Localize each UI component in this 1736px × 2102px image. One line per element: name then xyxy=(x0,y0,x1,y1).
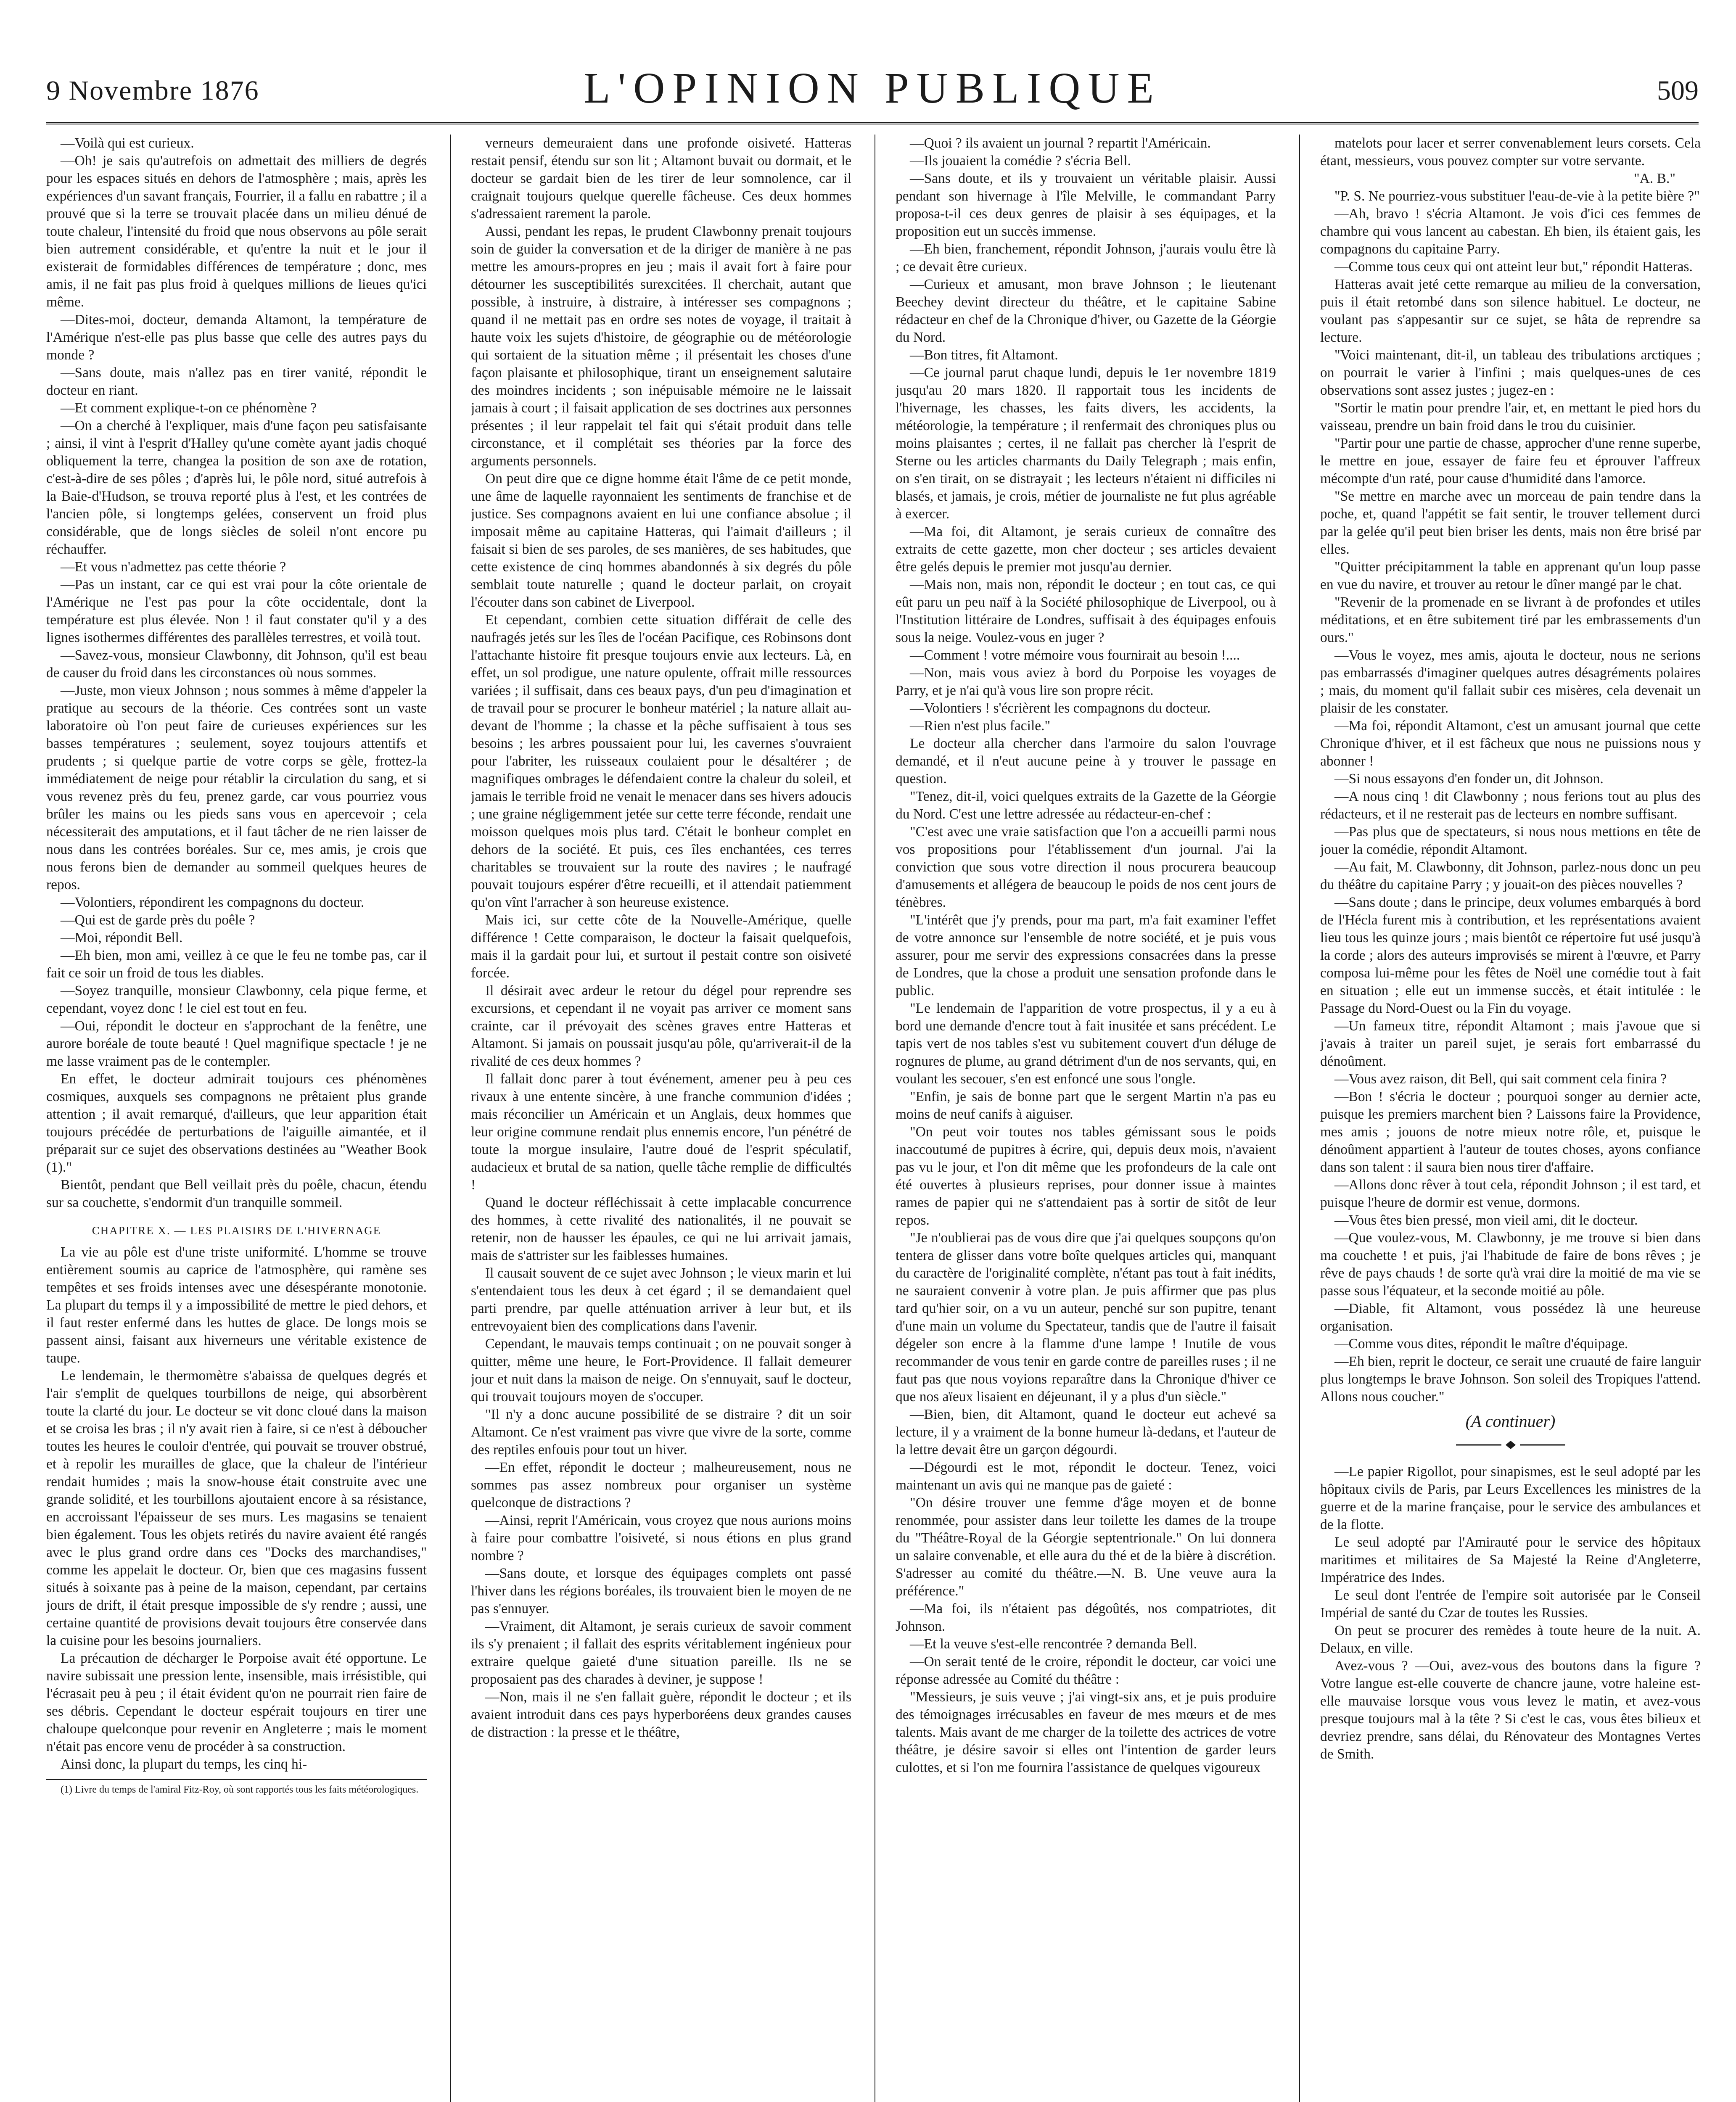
paragraph: —Pas plus que de spectateurs, si nous nous mettions en tête de jouer la comédie, répondit Altamont. xyxy=(1320,824,1701,857)
paragraph: Et cependant, combien cette situation différait de celle des naufragés jetés sur les îles de l'océan Pacifique, ces Robinsons dont l'attachante histoire fit presque toujours envie aux lecteurs. Là, en effet, un sol prodigue, une nature opulente, offrait mille ressources variées ; il suffisait, dans ces beaux pays, d'un peu d'imagination et de travail pour se procurer le bonheur matériel ; la nature allait au-devant de l'homme ; la chasse et la pêche suffisaient à tous ses besoins ; les arbres poussaient pour lui, les cavernes s'ouvraient pour l'abriter, les ruisseaux coulaient pour le désaltérer ; de magnifiques ombrages le défendaient contre la chaleur du soleil, et jamais le terrible froid ne venait le menacer dans ses hivers adoucis ; une graine négligemment jetée sur cette terre féconde, rendait une moisson quelques mois plus tard. C'était le bonheur complet en dehors de la société. Et puis, ces îles enchantées, ces terres charitables se trouvaient sur la route des navires ; le naufragé pouvait toujours espérer d'être recueilli, et il attendait patiemment qu'on vînt l'arracher à son heureuse existence. xyxy=(471,612,851,910)
issue-date: 9 Novembre 1876 xyxy=(46,75,259,106)
paragraph: —Au fait, M. Clawbonny, dit Johnson, parlez-nous donc un peu du théâtre du capitaine Parry ; y jouait-on des pièces nouvelles ? xyxy=(1320,859,1701,893)
paragraph: —Soyez tranquille, monsieur Clawbonny, cela pique ferme, et cependant, voyez donc ! le ciel est tout en feu. xyxy=(46,983,427,1016)
paragraph: —En effet, répondit le docteur ; malheureusement, nous ne sommes pas assez nombreux pour organiser un système quelconque de distractions ? xyxy=(471,1460,851,1510)
advertisement: On peut se procurer des remèdes à toute heure de la nuit. A. Delaux, en ville. xyxy=(1320,1623,1701,1656)
paragraph: "On peut voir toutes nos tables gémissant sous le poids inaccoutumé de pupitres à écrire, qui, depuis deux mois, n'avaient pas vu le jour, et l'on dit même que les profondeurs de la cale ont été ouvertes à plusieurs reprises, pour donner issue à maintes rames de papier qui ne s'attendaient pas à sortir de sitôt de leur repos. xyxy=(896,1124,1276,1228)
paragraph: —Comme vous dites, répondit le maître d'équipage. xyxy=(1334,1336,1628,1352)
paragraph: —Ce journal parut chaque lundi, depuis le 1er novembre 1819 jusqu'au 20 mars 1820. Il rapportait tous les incidents de l'hivernage, les chasses, les faits divers, les accidents, la météorologie, la température ; il renfermait des chroniques plus ou moins plaisantes ; certes, il ne fallait pas chercher là l'esprit de Sterne ou les articles charmants du Daily Telegraph ; mais enfin, on s'en tirait, on se distrayait ; les lecteurs n'étaient ni difficiles ni blasés, et jamais, je crois, métier de journaliste ne fut plus agréable à exercer. xyxy=(896,365,1276,522)
paragraph: —Diable, fit Altamont, vous possédez là une heureuse organisation. xyxy=(1320,1301,1701,1334)
column-3 xyxy=(896,135,1276,2102)
paragraph: —Voilà qui est curieux. xyxy=(61,135,194,151)
paragraph: —Non, mais vous aviez à bord du Porpoise les voyages de Parry, et je n'ai qu'à vous lire son propre récit. xyxy=(896,665,1276,698)
paragraph: matelots pour lacer et serrer convenablement leurs corsets. Cela étant, messieurs, vous pouvez compter sur votre servante. xyxy=(1320,135,1701,169)
paragraph: —Non, mais il ne s'en fallait guère, répondit le docteur ; et ils avaient introduit dans ces pays hyperboréens deux grandes causes de distraction : la presse et le théâtre, xyxy=(471,1689,851,1740)
ornament-icon xyxy=(1456,1440,1565,1450)
paragraph: —Oui, répondit le docteur en s'approchant de la fenêtre, une aurore boréale de toute beauté ! Quel magnifique spectacle ! je ne me lasse vraiment pas de le contempler. xyxy=(46,1018,427,1069)
paragraph: "Messieurs, je suis veuve ; j'ai vingt-six ans, et je puis produire des témoignages irrécusables en faveur de mes mœurs et de mes talents. Mais avant de me charger de la toilette des actrices de votre théâtre, je désire savoir si elles ont l'intention de garder leurs culottes, et si l'on me fournira l'assistance de quelques vigoureux xyxy=(896,1689,1276,1775)
paragraph: Cependant, le mauvais temps continuait ; on ne pouvait songer à quitter, même une heure, le Fort-Providence. Il fallait demeurer jour et nuit dans la maison de neige. On s'ennuyait, sauf le docteur, qui trouvait toujours moyen de s'occuper. xyxy=(471,1336,851,1405)
paragraph: Il désirait avec ardeur le retour du dégel pour reprendre ses excursions, et cependant il ne voyait pas arriver ce moment sans crainte, car il prévoyait des scènes graves entre Hatteras et Altamont. Si jamais on poussait jusqu'au pôle, qu'arriverait-il de la rivalité de ces deux hommes ? xyxy=(471,983,851,1069)
paragraph: "L'intérêt que j'y prends, pour ma part, m'a fait examiner l'effet de votre annonce sur l'ensemble de notre société, et je puis vous assurer, pour me servir des expressions consacrées dans la presse de Londres, que la chose a produit une sensation profonde dans le public. xyxy=(896,912,1276,998)
paragraph: —Oh! je sais qu'autrefois on admettait des milliers de degrés pour les espaces situés en dehors de l'atmosphère ; mais, après les expériences d'un savant français, Fourrier, il a fallu en rabattre ; il a prouvé que si la terre se trouvait placée dans un milieu dénué de toute chaleur, l'intensité du froid que nous observons au pôle serait bien autrement considérable, et qu'entre la nuit et le jour il existerait de formidables différences de température ; donc, mes amis, il ne fait pas plus froid à quelques millions de lieues qu'ici même. xyxy=(46,153,427,310)
paragraph: "Sortir le matin pour prendre l'air, et, en mettant le pied hors du vaisseau, prendre un bain froid dans le trou du cuisinier. xyxy=(1320,400,1701,433)
paragraph: —On serait tenté de le croire, répondit le docteur, car voici une réponse adressée au Comité du théâtre : xyxy=(896,1654,1276,1687)
column-2 xyxy=(471,135,851,2102)
page-header xyxy=(46,63,1699,114)
column-divider xyxy=(450,135,451,2102)
paragraph: —Vous avez raison, dit Bell, qui sait comment cela finira ? xyxy=(1334,1071,1667,1087)
paragraph: "Se mettre en marche avec un morceau de pain tendre dans la poche, et, quand l'appétit se fait sentir, le trouver tellement durci par la gelée qu'il peut bien briser les dents, mais non être brisé par elles. xyxy=(1320,489,1701,557)
paragraph: "Tenez, dit-il, voici quelques extraits de la Gazette de la Géorgie du Nord. C'est une lettre adressée au rédacteur-en-chef : xyxy=(896,789,1276,822)
paragraph: —Pas un instant, car ce qui est vrai pour la côte orientale de l'Amérique ne l'est pas pour la côte occidentale, dont la température est plus élevée. Non ! il faut constater qu'il y a des lignes isothermes différentes des parallèles terrestres, et voilà tout. xyxy=(46,577,427,645)
advertisement: —Le papier Rigollot, pour sinapismes, est le seul adopté par les hôpitaux civils de Paris, par Leurs Excellences les ministres de la guerre et de la marine française, pour le service des ambulances et de la flotte. xyxy=(1320,1464,1701,1532)
letter-signature: "A. B." xyxy=(1633,171,1675,186)
paragraph: Quand le docteur réfléchissait à cette implacable concurrence des hommes, à cette rivalité des nationalités, il ne pouvait se retenir, non de hausser les épaules, ce qui ne lui arrivait jamais, mais de s'attrister sur les faiblesses humaines. xyxy=(471,1195,851,1263)
paragraph: —Juste, mon vieux Johnson ; nous sommes à même d'appeler la pratique au secours de la théorie. Ces contrées sont un vaste laboratoire où l'on peut faire de curieuses expériences sur les basses températures ; seulement, soyez toujours attentifs et prudents ; si quelque partie de votre corps se gèle, frottez-la immédiatement de neige pour rétablir la circulation du sang, et si vous revenez près du feu, prenez garde, car vous pourriez vous brûler les mains ou les pieds sans vous en apercevoir ; cela nécessiterait des amputations, et il faut tâcher de ne rien laisser de nous dans les contrées boréales. Sur ce, mes amis, je crois que nous ferons bien de demander au sommeil quelques heures de repos. xyxy=(46,683,427,893)
paragraph: Le docteur alla chercher dans l'armoire du salon l'ouvrage demandé, et il n'eut aucune peine à y trouver le passage en question. xyxy=(896,736,1276,787)
paragraph: En effet, le docteur admirait toujours ces phénomènes cosmiques, auxquels ses compagnons ne prêtaient plus grande attention ; il avait remarqué, d'ailleurs, que leur apparition était toujours précédée de perturbations de l'aiguille aimantée, et il préparait sur ce sujet des observations destinées au "Weather Book (1)." xyxy=(46,1071,427,1175)
paragraph: —Sans doute ; dans le principe, deux volumes embarqués à bord de l'Hécla furent mis à contribution, et les représentations avaient lieu tous les quinze jours ; mais bientôt ce répertoire fut usé jusqu'à la corde ; alors des auteurs improvisés se mirent à l'œuvre, et Parry composa lui-même pour les fêtes de Noël une comédie tout à fait en situation ; elle eut un immense succès, et était intitulée : le Passage du Nord-Ouest ou la Fin du voyage. xyxy=(1320,895,1701,1016)
paragraph: —Dégourdi est le mot, répondit le docteur. Tenez, voici maintenant un avis qui ne manque pas de gaieté : xyxy=(896,1460,1276,1493)
column-4 xyxy=(1320,135,1701,2102)
paragraph: —Ma foi, ils n'étaient pas dégoûtés, nos compatriotes, dit Johnson. xyxy=(896,1601,1276,1634)
column-divider xyxy=(1299,135,1300,2102)
page-number: 509 xyxy=(1657,75,1699,106)
paragraph: —Ma foi, répondit Altamont, c'est un amusant journal que cette Chronique d'hiver, et il est fâcheux que nous ne puissions nous y abonner ! xyxy=(1320,718,1701,769)
paragraph: —Sans doute, mais n'allez pas en tirer vanité, répondit le docteur en riant. xyxy=(46,365,427,398)
paragraph: —Vous êtes bien pressé, mon vieil ami, dit le docteur. xyxy=(1334,1212,1638,1228)
advertisement: Avez-vous ? —Oui, avez-vous des boutons dans la figure ? Votre langue est-elle couverte de chancre jaune, votre haleine est-elle mauvaise lorsque vous vous levez le matin, et avez-vous presque toujours mal à la tête ? Si c'est le cas, vous êtes bilieux et devriez prendre, sans délai, du Rénovateur des Montagnes Vertes de Smith. xyxy=(1320,1658,1701,1762)
column-1 xyxy=(46,135,427,2102)
paragraph: Il causait souvent de ce sujet avec Johnson ; le vieux marin et lui s'entendaient tous les deux à cet égard ; il se demandaient quel parti prendre, par quelle atténuation arriver à leur but, et ils entrevoyaient bien des complications dans l'avenir. xyxy=(471,1265,851,1334)
paragraph: —On a cherché à l'expliquer, mais d'une façon peu satisfaisante ; ainsi, il vint à l'esprit d'Halley qu'une comète ayant jadis choqué obliquement la terre, changea la position de son axe de rotation, c'est-à-dire de ses pôles ; d'après lui, le pôle nord, situé autrefois à la Baie-d'Hudson, se trouva reporté plus à l'est, et les contrées de l'ancien pôle, si longtemps gelées, conservent un froid plus considérable, que de longs siècles de soleil n'ont encore pu réchauffer. xyxy=(46,418,427,557)
paragraph: —Sans doute, et ils y trouvaient un véritable plaisir. Aussi pendant son hivernage à l'île Melville, le commandant Parry proposa-t-il ces deux genres de plaisir à ses équipages, et la proposition eut un succès immense. xyxy=(896,171,1276,239)
paragraph: —Bien, bien, dit Altamont, quand le docteur eut achevé sa lecture, il y a vraiment de la bonne humeur là-dedans, et l'auteur de la lettre devait être un garçon dégourdi. xyxy=(896,1407,1276,1458)
paragraph: "Partir pour une partie de chasse, approcher d'une renne superbe, le mettre en joue, essayer de faire feu et éprouver l'affreux mécompte d'un raté, pour cause d'humidité dans l'amorce. xyxy=(1320,436,1701,486)
chapter-heading: CHAPITRE X. — LES PLAISIRS DE L'HIVERNAGE xyxy=(92,1224,381,1237)
paragraph: —Dites-moi, docteur, demanda Altamont, la température de l'Amérique n'est-elle pas plus basse que celle des autres pays du monde ? xyxy=(46,312,427,363)
paragraph: "Quitter précipitamment la table en apprenant qu'un loup passe en vue du navire, et trouver au retour le dîner mangé par le chat. xyxy=(1320,559,1701,592)
footnote: (1) Livre du temps de l'amiral Fitz-Roy, où sont rapportés tous les faits météorologiques. xyxy=(46,1779,427,1796)
paragraph: "Enfin, je sais de bonne part que le sergent Martin n'a pas eu moins de neuf canifs à aiguiser. xyxy=(896,1089,1276,1122)
paragraph: Il fallait donc parer à tout événement, amener peu à peu ces rivaux à une entente sincère, à une franche communion d'idées ; mais réconcilier un Américain et un Anglais, deux hommes que leur origine commune rendait plus ennemis encore, l'un pénétré de toute la morgue insulaire, l'autre doué de l'esprit spéculatif, audacieux et brutal de sa nation, quelle tâche remplie de difficultés ! xyxy=(471,1071,851,1193)
paragraph: —Eh bien, reprit le docteur, ce serait une cruauté de faire languir plus longtemps le brave Johnson. Son soleil des Tropiques l'attend. Allons nous coucher." xyxy=(1320,1354,1701,1405)
paragraph: verneurs demeuraient dans une profonde oisiveté. Hatteras restait pensif, étendu sur son lit ; Altamont buvait ou dormait, et le docteur se gardait bien de les tirer de leur somnolence, car il craignait toujours quelque querelle fâcheuse. Ces deux hommes s'adressaient rarement la parole. xyxy=(471,135,851,222)
paragraph: —Ils jouaient la comédie ? s'écria Bell. xyxy=(910,153,1131,169)
paragraph: —Ainsi, reprit l'Américain, vous croyez que nous aurions moins à faire pour combattre l'oisiveté, si nous étions en plus grand nombre ? xyxy=(471,1513,851,1563)
paragraph: —Bon titres, fit Altamont. xyxy=(910,347,1058,363)
paragraph: —Et vous n'admettez pas cette théorie ? xyxy=(61,559,286,575)
paragraph: —A nous cinq ! dit Clawbonny ; nous ferions tout au plus des rédacteurs, et il ne resterait pas de lecteurs en nombre suffisant. xyxy=(1320,789,1701,822)
paragraph: —Un fameux titre, répondit Altamont ; mais j'avoue que si j'avais à traiter un pareil sujet, je serais fort embarrassé du dénoûment. xyxy=(1320,1018,1701,1069)
advertisement: Le seul dont l'entrée de l'empire soit autorisée par le Conseil Impérial de santé du Czar de toutes les Russies. xyxy=(1320,1587,1701,1621)
ornament-divider xyxy=(1320,1437,1701,1455)
paragraph: La précaution de décharger le Porpoise avait été opportune. Le navire subissait une pression lente, insensible, mais irrésistible, qui l'écrasait peu à peu ; il était évident qu'on ne pourrait rien faire de ses débris. Cependant le docteur espérait toujours en tirer une chaloupe quelconque pour revenir en Angleterre ; mais le moment n'était pas encore venu de procéder à sa construction. xyxy=(46,1650,427,1754)
paragraph: Bientôt, pendant que Bell veillait près du poêle, chacun, étendu sur sa couchette, s'endormit d'un tranquille sommeil. xyxy=(46,1177,427,1210)
paragraph: —Mais non, mais non, répondit le docteur ; en tout cas, ce qui eût paru un peu naïf à la Société philosophique de Liverpool, ou à l'Institution littéraire de Londres, suffisait à des équipages enfouis sous la neige. Voulez-vous en juger ? xyxy=(896,577,1276,645)
paragraph: —Et comment explique-t-on ce phénomène ? xyxy=(61,400,317,416)
paragraph: "On désire trouver une femme d'âge moyen et de bonne renommée, pour assister dans leur toilette les dames de la troupe du "Théâtre-Royal de la Géorgie septentrionale." On lui donnera un salaire convenable, et elle aura du thé et de la bière à discrétion. S'adresser au comité du théâtre.—N. B. Une veuve aura la préférence." xyxy=(896,1495,1276,1599)
paragraph: —Ah, bravo ! s'écria Altamont. Je vois d'ici ces femmes de chambre qui vous lancent au cabestan. Eh bien, ils étaient gais, les compagnons du capitaine Parry. xyxy=(1320,206,1701,257)
paragraph: —Qui est de garde près du poêle ? xyxy=(61,912,255,928)
paragraph: —Allons donc rêver à tout cela, répondit Johnson ; il est tard, et puisque l'heure de dormir est venue, dormons. xyxy=(1320,1177,1701,1210)
paragraph: La vie au pôle est d'une triste uniformité. L'homme se trouve entièrement soumis au caprice de l'atmosphère, qui ramène ses tempêtes et ses froids intenses avec une désespérante monotonie. La plupart du temps il y a impossibilité de mettre le pied dehors, et il faut rester enfermé dans les huttes de glace. De longs mois se passent ainsi, faisant aux hiverneurs une véritable existence de taupe. xyxy=(46,1244,427,1366)
advertisement: Le seul adopté par l'Amirauté pour le service des hôpitaux maritimes et militaires de Sa Majesté la Reine d'Angleterre, Impératrice des Indes. xyxy=(1320,1534,1701,1585)
paragraph: Aussi, pendant les repas, le prudent Clawbonny prenait toujours soin de guider la conversation et de la diriger de manière à ne pas mettre les amours-propres en jeu ; mais il avait fort à faire pour détourner les susceptibilités surexcitées. Il cherchait, autant que possible, à instruire, à distraire, à intéresser ses compagnons ; quand il ne mettait pas en ordre ses notes de voyage, il traitait à haute voix les sujets d'histoire, de géographie ou de météorologie qui sortaient de la situation même ; il présentait les choses d'une façon plaisante et philosophique, tirant un enseignement salutaire des moindres incidents ; son inépuisable mémoire ne le laissait jamais à court ; il faisait application de ses doctrines aux personnes présentes ; il leur rappelait tel fait qui s'était produit dans telle circonstance, et il complétait ses théories par la force des arguments personnels. xyxy=(471,224,851,469)
paragraph: —Curieux et amusant, mon brave Johnson ; le lieutenant Beechey devint directeur du théâtre, et le capitaine Sabine rédacteur en chef de la Chronique d'hiver, ou Gazette de la Géorgie du Nord. xyxy=(896,277,1276,345)
paragraph: "C'est avec une vraie satisfaction que l'on a accueilli parmi nous vos propositions pour l'établissement d'un journal. J'ai la conviction que sous votre direction il nous procurera beaucoup d'amusements et allégera de beaucoup le poids de nos cent jours de ténèbres. xyxy=(896,824,1276,910)
paragraph: Ainsi donc, la plupart du temps, les cinq hi- xyxy=(61,1756,307,1772)
paragraph: —Comment ! votre mémoire vous fournirait au besoin !.... xyxy=(910,647,1240,663)
paragraph: —Eh bien, mon ami, veillez à ce que le feu ne tombe pas, car il fait ce soir un froid de tous les diables. xyxy=(46,948,427,981)
paragraph: —Sans doute, et lorsque des équipages complets ont passé l'hiver dans les régions boréales, ils trouvaient bien le moyen de ne pas s'ennuyer. xyxy=(471,1566,851,1616)
paragraph: —Quoi ? ils avaient un journal ? repartit l'Américain. xyxy=(910,135,1211,151)
paragraph: —Bon ! s'écria le docteur ; pourquoi songer au dernier acte, puisque les premiers marchent bien ? Laissons faire la Providence, mes amis ; jouons de notre mieux notre rôle, et, puisque le dénoûment appartient à l'auteur de toutes choses, ayons confiance dans son talent : il saura bien nous tirer d'affaire. xyxy=(1320,1089,1701,1175)
paragraph: "Revenir de la promenade en se livrant à de profondes et utiles méditations, et en être subitement tiré par les embrassements d'un ours." xyxy=(1320,594,1701,645)
to-be-continued: (A continuer) xyxy=(1465,1412,1556,1431)
paragraph: —Savez-vous, monsieur Clawbonny, dit Johnson, qu'il est beau de causer du froid dans les circonstances où nous sommes. xyxy=(46,647,427,681)
paragraph: "Je n'oublierai pas de vous dire que j'ai quelques soupçons qu'on tentera de glisser dans votre boîte quelques articles qui, manquant du caractère de l'originalité complète, n'étant pas tout à fait inédits, ne sauraient convenir à votre plan. Je puis affirmer que pas plus tard qu'hier soir, on a vu un auteur, penché sur son pupitre, tenant d'une main un volume du Spectateur, tandis que de l'autre il faisait dégeler son encre à la flamme d'une lampe ! Inutile de vous recommander de vous tenir en garde contre de pareilles ruses ; il ne faut pas que nous voyions reparaître dans la Chronique d'hiver ce que nos aïeux lisaient en déjeunant, il y a plus d'un siècle." xyxy=(896,1230,1276,1405)
paragraph: —Ma foi, dit Altamont, je serais curieux de connaître des extraits de cette gazette, mon cher docteur ; ses articles devaient être gelés depuis le premier mot jusqu'au dernier. xyxy=(896,524,1276,575)
header-rule xyxy=(46,122,1699,124)
newspaper-title: L'OPINION PUBLIQUE xyxy=(583,64,1161,112)
paragraph: "Voici maintenant, dit-il, un tableau des tribulations arctiques ; on pourrait le varier à l'infini ; mais quelques-unes de ces observations sont assez justes ; jugez-en : xyxy=(1320,347,1701,398)
paragraph: "Le lendemain de l'apparition de votre prospectus, il y a eu à bord une demande d'encre tout à fait inusitée et sans précédent. Le tapis vert de nos tables s'est vu subitement couvert d'un déluge de rognures de plume, au grand détriment d'un de nos servants, qui, en voulant les secouer, s'en est enfoncé une sous l'ongle. xyxy=(896,1001,1276,1087)
paragraph: —Si nous essayons d'en fonder un, dit Johnson. xyxy=(1334,771,1604,787)
paragraph: Le lendemain, le thermomètre s'abaissa de quelques degrés et l'air s'emplit de quelques tourbillons de neige, qui absorbèrent toute la clarté du jour. Le docteur se vit donc cloué dans la maison et se croisa les bras ; il n'y avait rien à faire, si ce n'est à déboucher toutes les heures le couloir d'entrée, qui pouvait se trouver obstrué, et à repolir les murailles de glace, que la chaleur de l'intérieur rendait humides ; mais la snow-house était construite avec une grande solidité, et les tourbillons ajoutaient encore à sa résistance, en accroissant l'épaisseur de ses murs. Les magasins se tenaient bien également. Tous les objets retirés du navire avaient été rangés avec le plus grand ordre dans ces "Docks des marchandises," comme les appelait le docteur. Or, bien que ces magasins fussent situés à soixante pas à peine de la maison, cependant, par certains jours de drift, il était presque impossible de s'y rendre ; aussi, une certaine quantité de provisions devait toujours être conservée dans la cuisine pour les besoins journaliers. xyxy=(46,1368,427,1648)
paragraph: —Eh bien, franchement, répondit Johnson, j'aurais voulu être là ; ce devait être curieux. xyxy=(896,241,1276,275)
paragraph: —Comme tous ceux qui ont atteint leur but," répondit Hatteras. xyxy=(1334,259,1693,275)
paragraph: —Vous le voyez, mes amis, ajouta le docteur, nous ne serions pas embarrassés d'imaginer quelques autres désagréments polaires ; mais, du moment qu'il fallait subir ces misères, cela devenait un plaisir de les constater. xyxy=(1320,647,1701,716)
paragraph: —Rien n'est plus facile." xyxy=(910,718,1051,734)
paragraph: —Et la veuve s'est-elle rencontrée ? demanda Bell. xyxy=(910,1636,1197,1652)
paragraph: "Il n'y a donc aucune possibilité de se distraire ? dit un soir Altamont. Ce n'est vraiment pas vivre que vivre de la sorte, comme des reptiles enfouis pour tout un hiver. xyxy=(471,1407,851,1458)
paragraph: "P. S. Ne pourriez-vous substituer l'eau-de-vie à la petite bière ?" xyxy=(1334,188,1700,204)
paragraph: Hatteras avait jeté cette remarque au milieu de la conversation, puis il était retombé dans son silence habituel. Le docteur, ne voulant pas s'appesantir sur ce sujet, se hâta de reprendre sa lecture. xyxy=(1320,277,1701,345)
paragraph: On peut dire que ce digne homme était l'âme de ce petit monde, une âme de laquelle rayonnaient les sentiments de franchise et de justice. Ses compagnons avaient en lui une confiance absolue ; il imposait même au capitaine Hatteras, qui l'aimait d'ailleurs ; il faisait si bien de ses paroles, de ses manières, de ses habitudes, que cette existence de cinq hommes abandonnés à six degrés du pôle semblait toute naturelle ; quand le docteur parlait, on croyait l'écouter dans son cabinet de Liverpool. xyxy=(471,471,851,610)
paragraph: —Volontiers ! s'écrièrent les compagnons du docteur. xyxy=(910,700,1211,716)
paragraph: Mais ici, sur cette côte de la Nouvelle-Amérique, quelle différence ! Cette comparaison, le docteur la faisait quelquefois, mais il la gardait pour lui, et surtout il pestait contre son oisiveté forcée. xyxy=(471,912,851,981)
paragraph: —Que voulez-vous, M. Clawbonny, je me trouve si bien dans ma couchette ! et puis, j'ai l'habitude de faire de bons rêves ; je rêve de pays chauds ! de sorte qu'à vrai dire la moitié de ma vie se passe sous l'équateur, et la seconde moitié au pôle. xyxy=(1320,1230,1701,1299)
paragraph: —Vraiment, dit Altamont, je serais curieux de savoir comment ils s'y prenaient ; il fallait des esprits véritablement ingénieux pour extraire quelque gaieté d'une situation pareille. Ils ne se proposaient pas des charades à deviner, je suppose ! xyxy=(471,1619,851,1687)
paragraph: —Moi, répondit Bell. xyxy=(61,930,183,945)
paragraph: —Volontiers, répondirent les compagnons du docteur. xyxy=(61,895,365,910)
